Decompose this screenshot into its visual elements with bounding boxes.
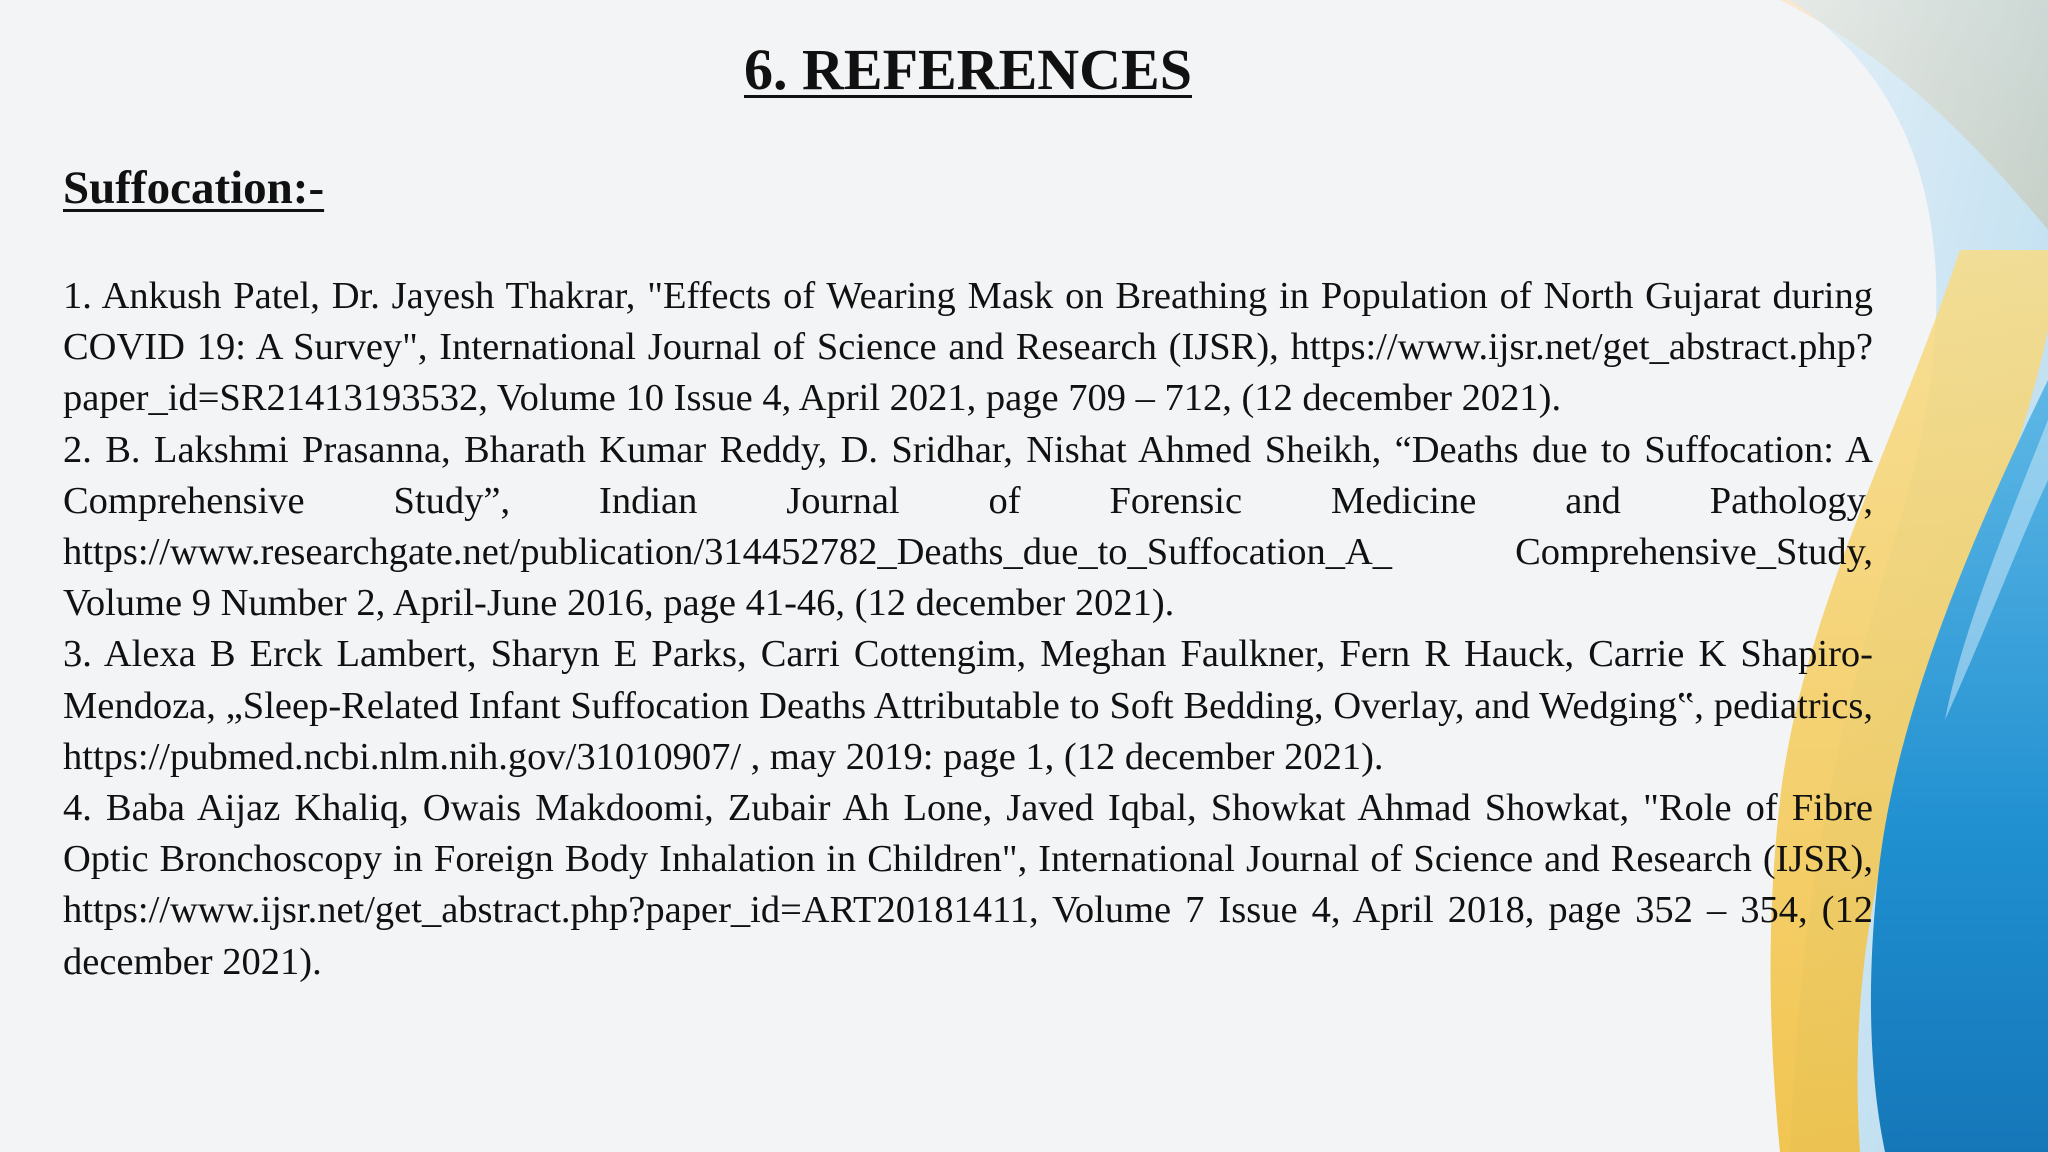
slide-title-text: 6. REFERENCES bbox=[744, 37, 1192, 102]
reference-item-3: 3. Alexa B Erck Lambert, Sharyn E Parks, Carri Cottengim, Meghan Faulkner, Fern R Hauck, Carrie K Shapiro-Mendoza, „Sleep-Related Infant Suffocation Deaths Attributable to Soft Bedding, Overlay, and Wedging‟, pediatrics, https://pubmed.ncbi.nlm.nih.gov/31010907/ , may 2019: page 1, (12 december 2021). bbox=[63, 633, 1873, 778]
section-heading: Suffocation:- bbox=[63, 162, 325, 214]
reference-item-4: 4. Baba Aijaz Khaliq, Owais Makdoomi, Zubair Ah Lone, Javed Iqbal, Showkat Ahmad Showkat, "Role of Fibre Optic Bronchoscopy in Foreign Body Inhalation in Children", International Journal of Science and Research (IJSR), https://www.ijsr.net/get_abstract.php?paper_id=ART20181411, Volume 7 Issue 4, April 2018, page 352 – 354, (12 december 2021). bbox=[63, 787, 1873, 983]
slide-content bbox=[63, 0, 1873, 1152]
slide-title bbox=[63, 34, 1873, 106]
reference-item-2: 2. B. Lakshmi Prasanna, Bharath Kumar Reddy, D. Sridhar, Nishat Ahmed Sheikh, “Deaths due to Suffocation: A Comprehensive Study”, Indian Journal of Forensic Medicine and Pathology, https://www.researchgate.net/publication/314452782_Deaths_due_to_Suffocation_A_ Comprehensive_Study, Volume 9 Number 2, April-June 2016, page 41-46, (12 december 2021). bbox=[63, 428, 1873, 625]
reference-item-1: 1. Ankush Patel, Dr. Jayesh Thakrar, "Effects of Wearing Mask on Breathing in Population of North Gujarat during COVID 19: A Survey", International Journal of Science and Research (IJSR), https://www.ijsr.net/get_abstract.php?paper_id=SR21413193532, Volume 10 Issue 4, April 2021, page 709 – 712, (12 december 2021). bbox=[63, 275, 1873, 420]
reference-list bbox=[63, 271, 1873, 988]
